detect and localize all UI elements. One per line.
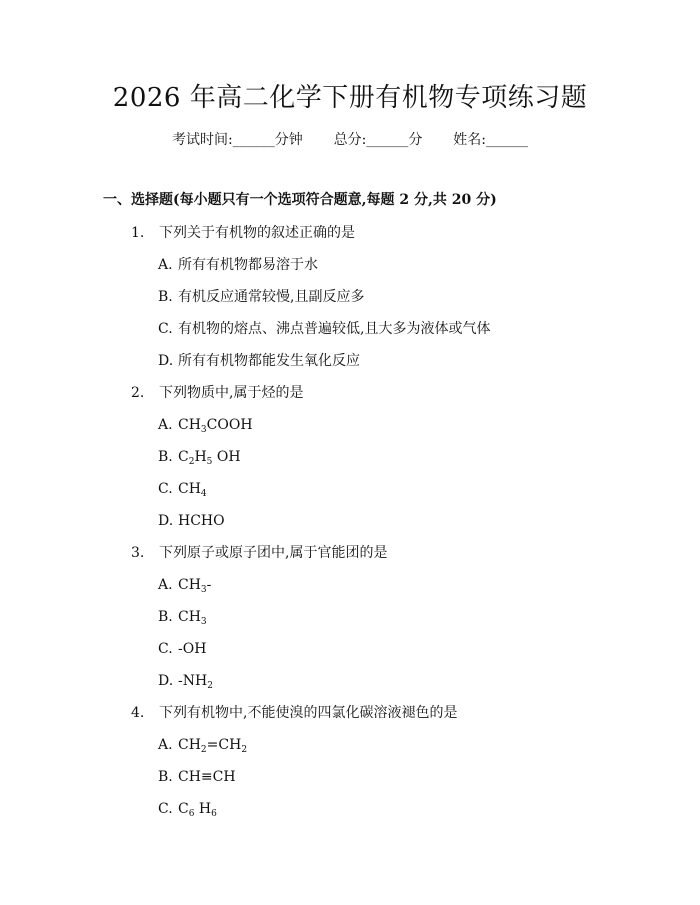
option-text — [178, 321, 490, 337]
question-text: 下列关于有机物的叙述正确的是 — [159, 225, 355, 241]
option-row — [158, 479, 207, 504]
option-text-part: 所有有机物都能发生氧化反应 — [178, 353, 360, 369]
option-row — [158, 511, 225, 531]
question-number: 1. — [131, 225, 145, 241]
option-text-part: CH≡CH — [178, 769, 236, 785]
time-label: 考试时间: — [172, 132, 233, 148]
option-text — [178, 257, 318, 273]
option-text — [178, 673, 213, 689]
subscript: 3 — [200, 425, 207, 435]
option-label: D. — [158, 513, 174, 529]
option-row — [158, 639, 206, 659]
option-row — [158, 351, 360, 371]
option-label: C. — [158, 321, 173, 337]
option-label: C. — [158, 641, 173, 657]
option-text — [178, 513, 225, 529]
option-text — [178, 577, 211, 593]
question-text: 下列物质中,属于烃的是 — [159, 385, 304, 401]
option-text-part: CH — [178, 577, 201, 593]
option-text-part: HCHO — [178, 513, 225, 529]
option-label: B. — [158, 609, 173, 625]
option-text-part: CH — [178, 481, 201, 497]
option-text — [178, 769, 236, 785]
option-text — [178, 801, 217, 817]
time-blank: ______ — [232, 132, 275, 148]
question-text: 下列原子或原子团中,属于官能团的是 — [159, 545, 388, 561]
page-title: 2026 年高二化学下册有机物专项练习题 — [112, 83, 588, 113]
option-row — [158, 319, 490, 339]
option-row — [158, 671, 213, 696]
score-unit: 分 — [408, 132, 423, 148]
question-number: 2. — [131, 385, 145, 401]
option-label: B. — [158, 289, 173, 305]
score-label: 总分: — [333, 132, 367, 148]
question-number: 4. — [131, 705, 145, 721]
option-text-part: CH — [178, 737, 201, 753]
option-text — [178, 449, 241, 465]
subscript: 2 — [241, 745, 248, 755]
option-label: C. — [158, 481, 173, 497]
subscript: 2 — [188, 457, 195, 467]
option-row — [158, 767, 236, 787]
option-row — [158, 415, 253, 440]
option-label: A. — [158, 257, 173, 273]
subscript: 2 — [200, 745, 207, 755]
option-label: B. — [158, 449, 173, 465]
option-row — [158, 735, 247, 760]
option-text-part: 所有有机物都易溶于水 — [178, 257, 318, 273]
option-row — [158, 287, 364, 307]
option-label: D. — [158, 353, 174, 369]
name-blank: ______ — [485, 132, 528, 148]
option-text-part: CH — [178, 609, 201, 625]
time-unit: 分钟 — [274, 132, 303, 148]
subscript: 3 — [200, 585, 207, 595]
option-text — [178, 609, 207, 625]
option-label: C. — [158, 801, 173, 817]
subscript: 2 — [207, 681, 213, 691]
name-label: 姓名: — [453, 132, 486, 148]
option-row — [158, 799, 217, 824]
subscript: 5 — [206, 457, 213, 467]
score-blank: ______ — [366, 132, 409, 148]
option-label: A. — [158, 737, 173, 753]
option-row — [158, 255, 318, 275]
option-text — [178, 641, 206, 657]
subscript: 6 — [188, 809, 195, 819]
subscript: 4 — [200, 489, 207, 499]
option-row — [158, 607, 207, 632]
question-number: 3. — [131, 545, 145, 561]
option-row — [158, 575, 211, 600]
option-text-part: =CH — [206, 737, 242, 753]
option-text — [178, 481, 207, 497]
option-text-part: -OH — [178, 641, 207, 657]
option-text — [178, 737, 247, 753]
subscript: 6 — [211, 809, 217, 819]
exam-info-line — [0, 130, 700, 150]
option-text — [178, 353, 360, 369]
option-text-part: -NH — [178, 673, 208, 689]
option-text-part: - — [206, 577, 212, 593]
option-row — [158, 447, 241, 472]
option-text-part: H — [194, 449, 207, 465]
option-text-part: CH — [178, 417, 201, 433]
option-label: D. — [158, 673, 174, 689]
option-text-part: OH — [212, 449, 241, 465]
option-text-part: 有机反应通常较慢,且副反应多 — [178, 289, 365, 305]
option-text-part: C — [178, 449, 189, 465]
option-text — [178, 417, 253, 433]
option-text-part: C — [178, 801, 189, 817]
option-label: A. — [158, 417, 173, 433]
question-text: 下列有机物中,不能使溴的四氯化碳溶液褪色的是 — [159, 705, 458, 721]
option-label: A. — [158, 577, 173, 593]
subscript: 3 — [200, 617, 207, 627]
option-text-part: COOH — [206, 417, 253, 433]
option-text-part: 有机物的熔点、沸点普遍较低,且大多为液体或气体 — [178, 321, 491, 337]
option-text-part: H — [194, 801, 212, 817]
section-title: 一、选择题(每小题只有一个选项符合题意,每题 2 分,共 20 分) — [103, 192, 497, 208]
option-label: B. — [158, 769, 173, 785]
option-text — [178, 289, 364, 305]
